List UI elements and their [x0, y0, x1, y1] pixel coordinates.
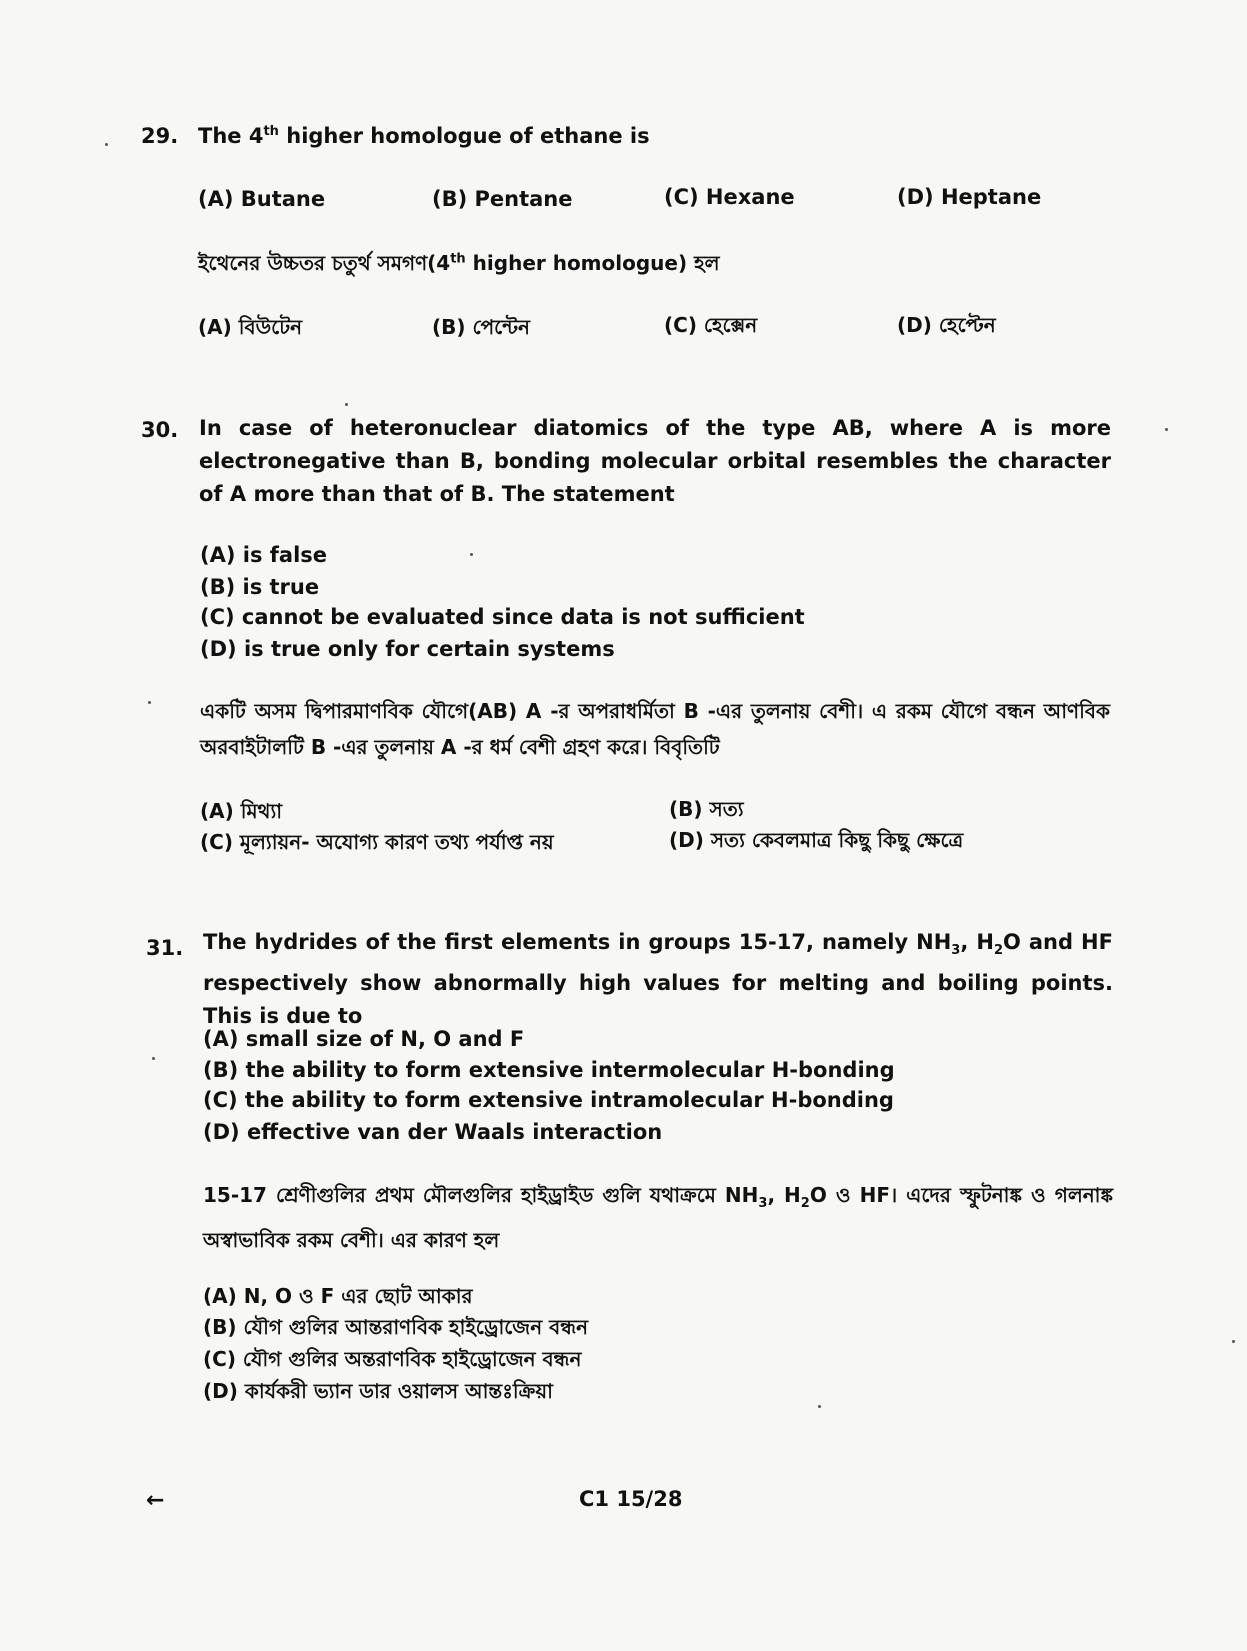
option-a-bengali: (A) মিথ্যা	[200, 799, 283, 823]
option-d: (D) is true only for certain systems	[200, 637, 615, 661]
option-a-bengali: (A) বিউটেন	[198, 315, 303, 339]
option-b: (B) is true	[200, 575, 320, 599]
scan-speck	[470, 553, 473, 556]
scan-speck	[818, 1405, 821, 1408]
scan-speck	[105, 143, 108, 146]
scan-speck	[152, 1057, 155, 1060]
option-b: (B) the ability to form extensive intermolecular H-bonding	[203, 1058, 895, 1082]
scan-speck	[1165, 428, 1168, 431]
question-number: 30.	[141, 418, 179, 442]
option-c: (C) cannot be evaluated since data is not sufficient	[200, 605, 805, 629]
scan-speck	[148, 701, 151, 704]
option-d-bengali: (D) কার্যকরী ভ্যান ডার ওয়ালস আন্তঃক্রিয়া	[203, 1379, 553, 1403]
question-stem: The 4th higher homologue of ethane is	[198, 124, 650, 148]
question-number: 29.	[141, 124, 179, 148]
question-stem-bengali: 15-17 শ্রেণীগুলির প্রথম মৌলগুলির হাইড্রাইড গুলি যথাক্রমে $NH_3$, $H_2O$ ও HF। এদের স্ফুটনাঙ্ক ও গলনাঙ্ক অস্বাভাবিক রকম বেশী। এর কারণ হল	[203, 1183, 1113, 1252]
option-a: (A) is false	[200, 543, 328, 567]
option-a: (A) small size of N, O and F	[203, 1027, 525, 1051]
option-d: (D) Heptane	[897, 185, 1042, 209]
option-a: (A) Butane	[198, 187, 326, 211]
scan-speck	[1232, 1340, 1235, 1343]
option-d-bengali: (D) হেপ্টেন	[897, 313, 996, 337]
option-c-bengali: (C) যৌগ গুলির অন্তরাণবিক হাইড্রোজেন বন্ধন	[203, 1347, 582, 1371]
option-b-bengali: (B) যৌগ গুলির আন্তরাণবিক হাইড্রোজেন বন্ধন	[203, 1315, 589, 1339]
option-b-bengali: (B) সত্য	[669, 797, 744, 821]
option-c-bengali: (C) হেক্সেন	[664, 313, 758, 337]
question-stem: In case of heteronuclear diatomics of the type AB, where A is more electronegative than B, bonding molecular orbital resembles the character of A more than that of B. The statement	[199, 416, 1111, 506]
option-a-bengali: (A) N, O ও F এর ছোট আকার	[203, 1284, 473, 1308]
option-d: (D) effective van der Waals interaction	[203, 1120, 663, 1144]
option-c: (C) Hexane	[664, 185, 795, 209]
left-arrow-icon: ←	[146, 1488, 165, 1513]
scan-speck	[345, 403, 348, 406]
question-stem-bengali: ইথেনের উচ্চতর চতুর্থ সমগণ(4th higher homologue) হল	[198, 251, 720, 275]
option-b-bengali: (B) পেন্টেন	[432, 315, 530, 339]
option-b: (B) Pentane	[432, 187, 573, 211]
option-d-bengali: (D) সত্য কেবলমাত্র কিছু কিছু ক্ষেত্রে	[669, 828, 964, 852]
question-stem: The hydrides of the first elements in groups 15-17, namely $NH_3$, $H_2O$ and HF respectively show abnormally high values for melting and boiling points. This is due to	[203, 930, 1113, 1029]
question-number: 31.	[146, 936, 184, 960]
question-stem-bengali: একটি অসম দ্বিপারমাণবিক যৌগে(AB) A -র অপরাধর্মিতা B -এর তুলনায় বেশী। এ রকম যৌগে বন্ধন আণবিক অরবাইটালটি B -এর তুলনায় A -র ধর্ম বেশী গ্রহণ করে। বিবৃতিটি	[200, 699, 1110, 759]
option-c-bengali: (C) মূল্যায়ন- অযোগ্য কারণ তথ্য পর্যাপ্ত নয়	[200, 830, 554, 854]
option-c: (C) the ability to form extensive intramolecular H-bonding	[203, 1088, 894, 1112]
page-number: C1 15/28	[579, 1487, 683, 1511]
